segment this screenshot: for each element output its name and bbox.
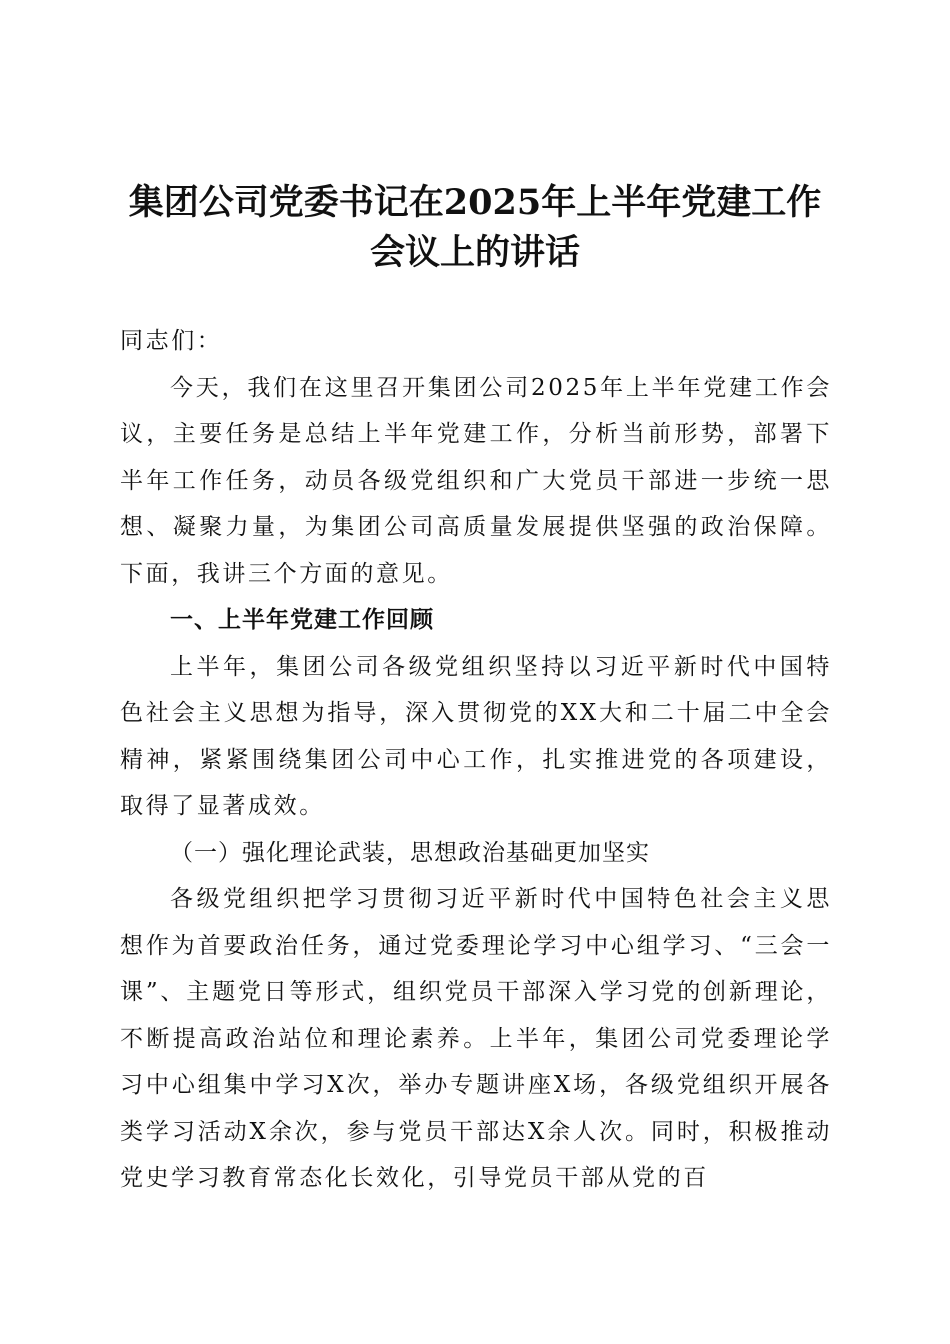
- title-line-1: 集团公司党委书记在2025年上半年党建工作: [128, 182, 822, 223]
- salutation: 同志们：: [120, 328, 223, 354]
- section-heading-1: 一、上半年党建工作回顾: [170, 607, 434, 633]
- body-paragraph-1: 上半年，集团公司各级党组织坚持以习近平新时代中国特色社会主义思想为指导，深入贯彻党的XX大和二十届二中全会精神，紧紧围绕集团公司中心工作，扎实推进党的各项建设，取得了显著成效。: [120, 653, 832, 819]
- document-body: [120, 318, 832, 1202]
- title-line-2: 会议上的讲话: [369, 232, 580, 273]
- subsection-heading-1: （一）强化理论武装，思想政治基础更加坚实: [170, 839, 650, 866]
- body-paragraph-2: 各级党组织把学习贯彻习近平新时代中国特色社会主义思想作为首要政治任务，通过党委理论学习中心组学习、“三会一课”、主题党日等形式，组织党员干部深入学习党的创新理论，不断提高政治站位和理论素养。上半年，集团公司党委理论学习中心组集中学习X次，举办专题讲座X场，各级党组织开展各类学习活动X余次，参与党员干部达X余人次。同时，积极推动党史学习教育常态化长效化，引导党员干部从党的百: [120, 886, 832, 1191]
- opening-paragraph: 今天，我们在这里召开集团公司2025年上半年党建工作会议，主要任务是总结上半年党建工作，分析当前形势，部署下半年工作任务，动员各级党组织和广大党员干部进一步统一思想、凝聚力量，为集团公司高质量发展提供坚强的政治保障。下面，我讲三个方面的意见。: [120, 374, 832, 587]
- document-title: [100, 178, 850, 278]
